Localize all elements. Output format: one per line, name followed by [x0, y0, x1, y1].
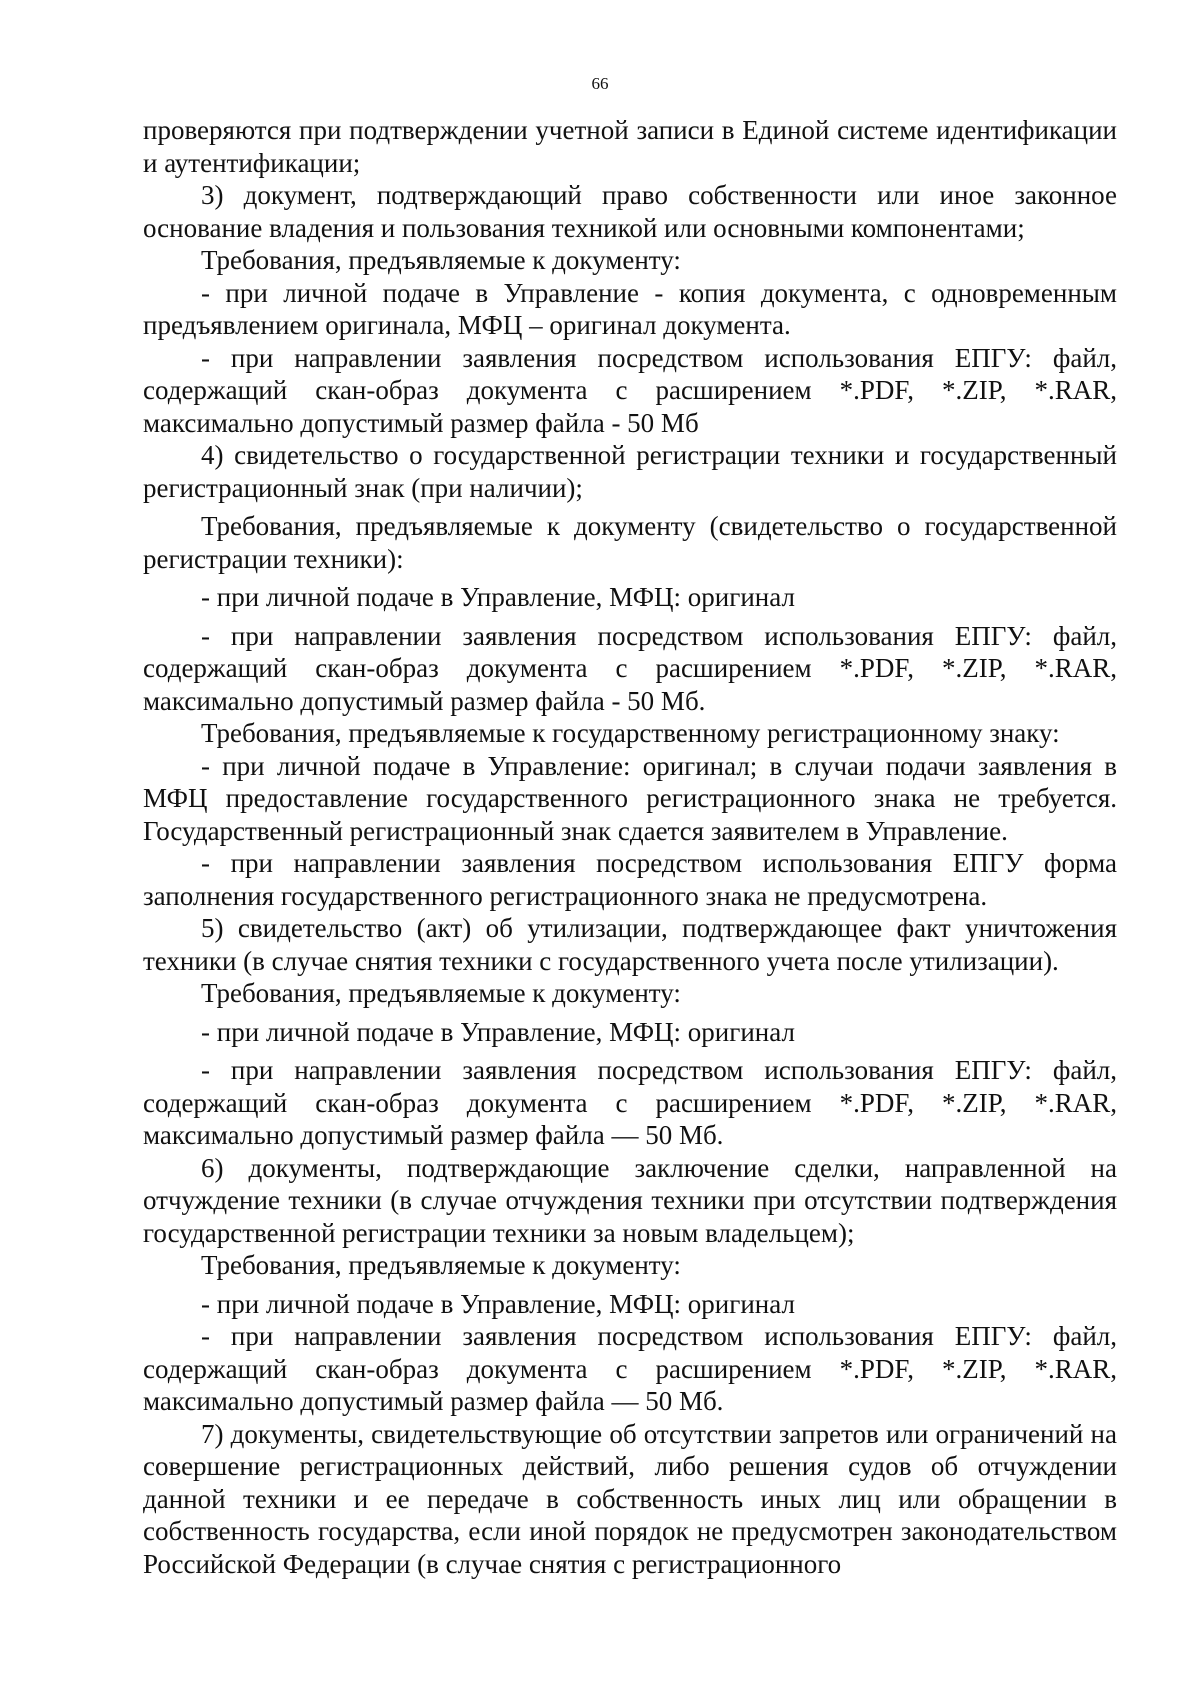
paragraph-requirement-personal: - при личной подаче в Управление - копия документа, с одновременным предъявлением оригинала, МФЦ – оригинал документа. — [143, 277, 1117, 340]
paragraph-item-7: 7) документы, свидетельствующие об отсутствии запретов или ограничений на совершение регистрационных действий, либо решения судов об отчуждении данной техники и ее передаче в собственность иных лиц или обращении в собственность государства, если иной порядок не предусмотрен законодательством Российской Федерации (в случае снятия с регистрационного — [143, 1418, 1117, 1579]
paragraph-requirement-personal: - при личной подаче в Управление: оригинал; в случаи подачи заявления в МФЦ предоставление государственного регистрационного знака не требуется. Государственный регистрационный знак сдается заявителем в Управление. — [143, 750, 1117, 846]
paragraph-requirement-epgu: - при направлении заявления посредством использования ЕПГУ: файл, содержащий скан-образ документа с расширением *.PDF, *.ZIP, *.RAR, максимально допустимый размер файла — 50 Мб. — [143, 1055, 1117, 1150]
paragraph-requirements: Требования, предъявляемые к документу (свидетельство о государственной регистрации техники): — [143, 511, 1117, 574]
paragraph-item-3: 3) документ, подтверждающий право собственности или иное законное основание владения и пользования техникой или основными компонентами; — [143, 180, 1117, 243]
paragraph-requirement-epgu: - при направлении заявления посредством использования ЕПГУ форма заполнения государственного регистрационного знака не предусмотрена. — [143, 848, 1117, 911]
paragraph-requirement-personal: - при личной подаче в Управление, МФЦ: оригинал — [201, 1288, 795, 1319]
paragraph-requirement-epgu: - при направлении заявления посредством использования ЕПГУ: файл, содержащий скан-образ документа с расширением *.PDF, *.ZIP, *.RAR, максимально допустимый размер файла — 50 Мб. — [143, 1321, 1117, 1416]
paragraph-requirement-personal: - при личной подаче в Управление, МФЦ: оригинал — [201, 582, 795, 612]
paragraph-item-4: 4) свидетельство о государственной регистрации техники и государственный регистрационный знак (при наличии); — [143, 440, 1117, 503]
paragraph-item-5: 5) свидетельство (акт) об утилизации, подтверждающее факт уничтожения техники (в случае снятия техники с государственного учета после утилизации). — [143, 913, 1117, 976]
paragraph-requirement-epgu: - при направлении заявления посредством использования ЕПГУ: файл, содержащий скан-образ документа с расширением *.PDF, *.ZIP, *.RAR, максимально допустимый размер файла - 50 Мб. — [143, 620, 1117, 716]
paragraph-requirement-personal: - при личной подаче в Управление, МФЦ: оригинал — [201, 1016, 795, 1047]
paragraph-continuation: проверяются при подтверждении учетной записи в Единой системе идентификации и аутентификации; — [143, 115, 1117, 178]
paragraph-requirements: Требования, предъявляемые к документу: — [201, 978, 681, 1008]
page-number: 66 — [591, 74, 609, 93]
paragraph-requirement-epgu: - при направлении заявления посредством использования ЕПГУ: файл, содержащий скан-образ документа с расширением *.PDF, *.ZIP, *.RAR, максимально допустимый размер файла - 50 Мб — [143, 342, 1117, 438]
paragraph-requirements-plate: Требования, предъявляемые к государственному регистрационному знаку: — [201, 718, 1060, 748]
paragraph-requirements: Требования, предъявляемые к документу: — [201, 1250, 681, 1280]
paragraph-item-6: 6) документы, подтверждающие заключение сделки, направленной на отчуждение техники (в случае отчуждения техники при отсутствии подтверждения государственной регистрации техники за новым владельцем); — [143, 1152, 1117, 1248]
document-body — [143, 114, 1117, 1580]
paragraph-requirements: Требования, предъявляемые к документу: — [201, 245, 681, 275]
